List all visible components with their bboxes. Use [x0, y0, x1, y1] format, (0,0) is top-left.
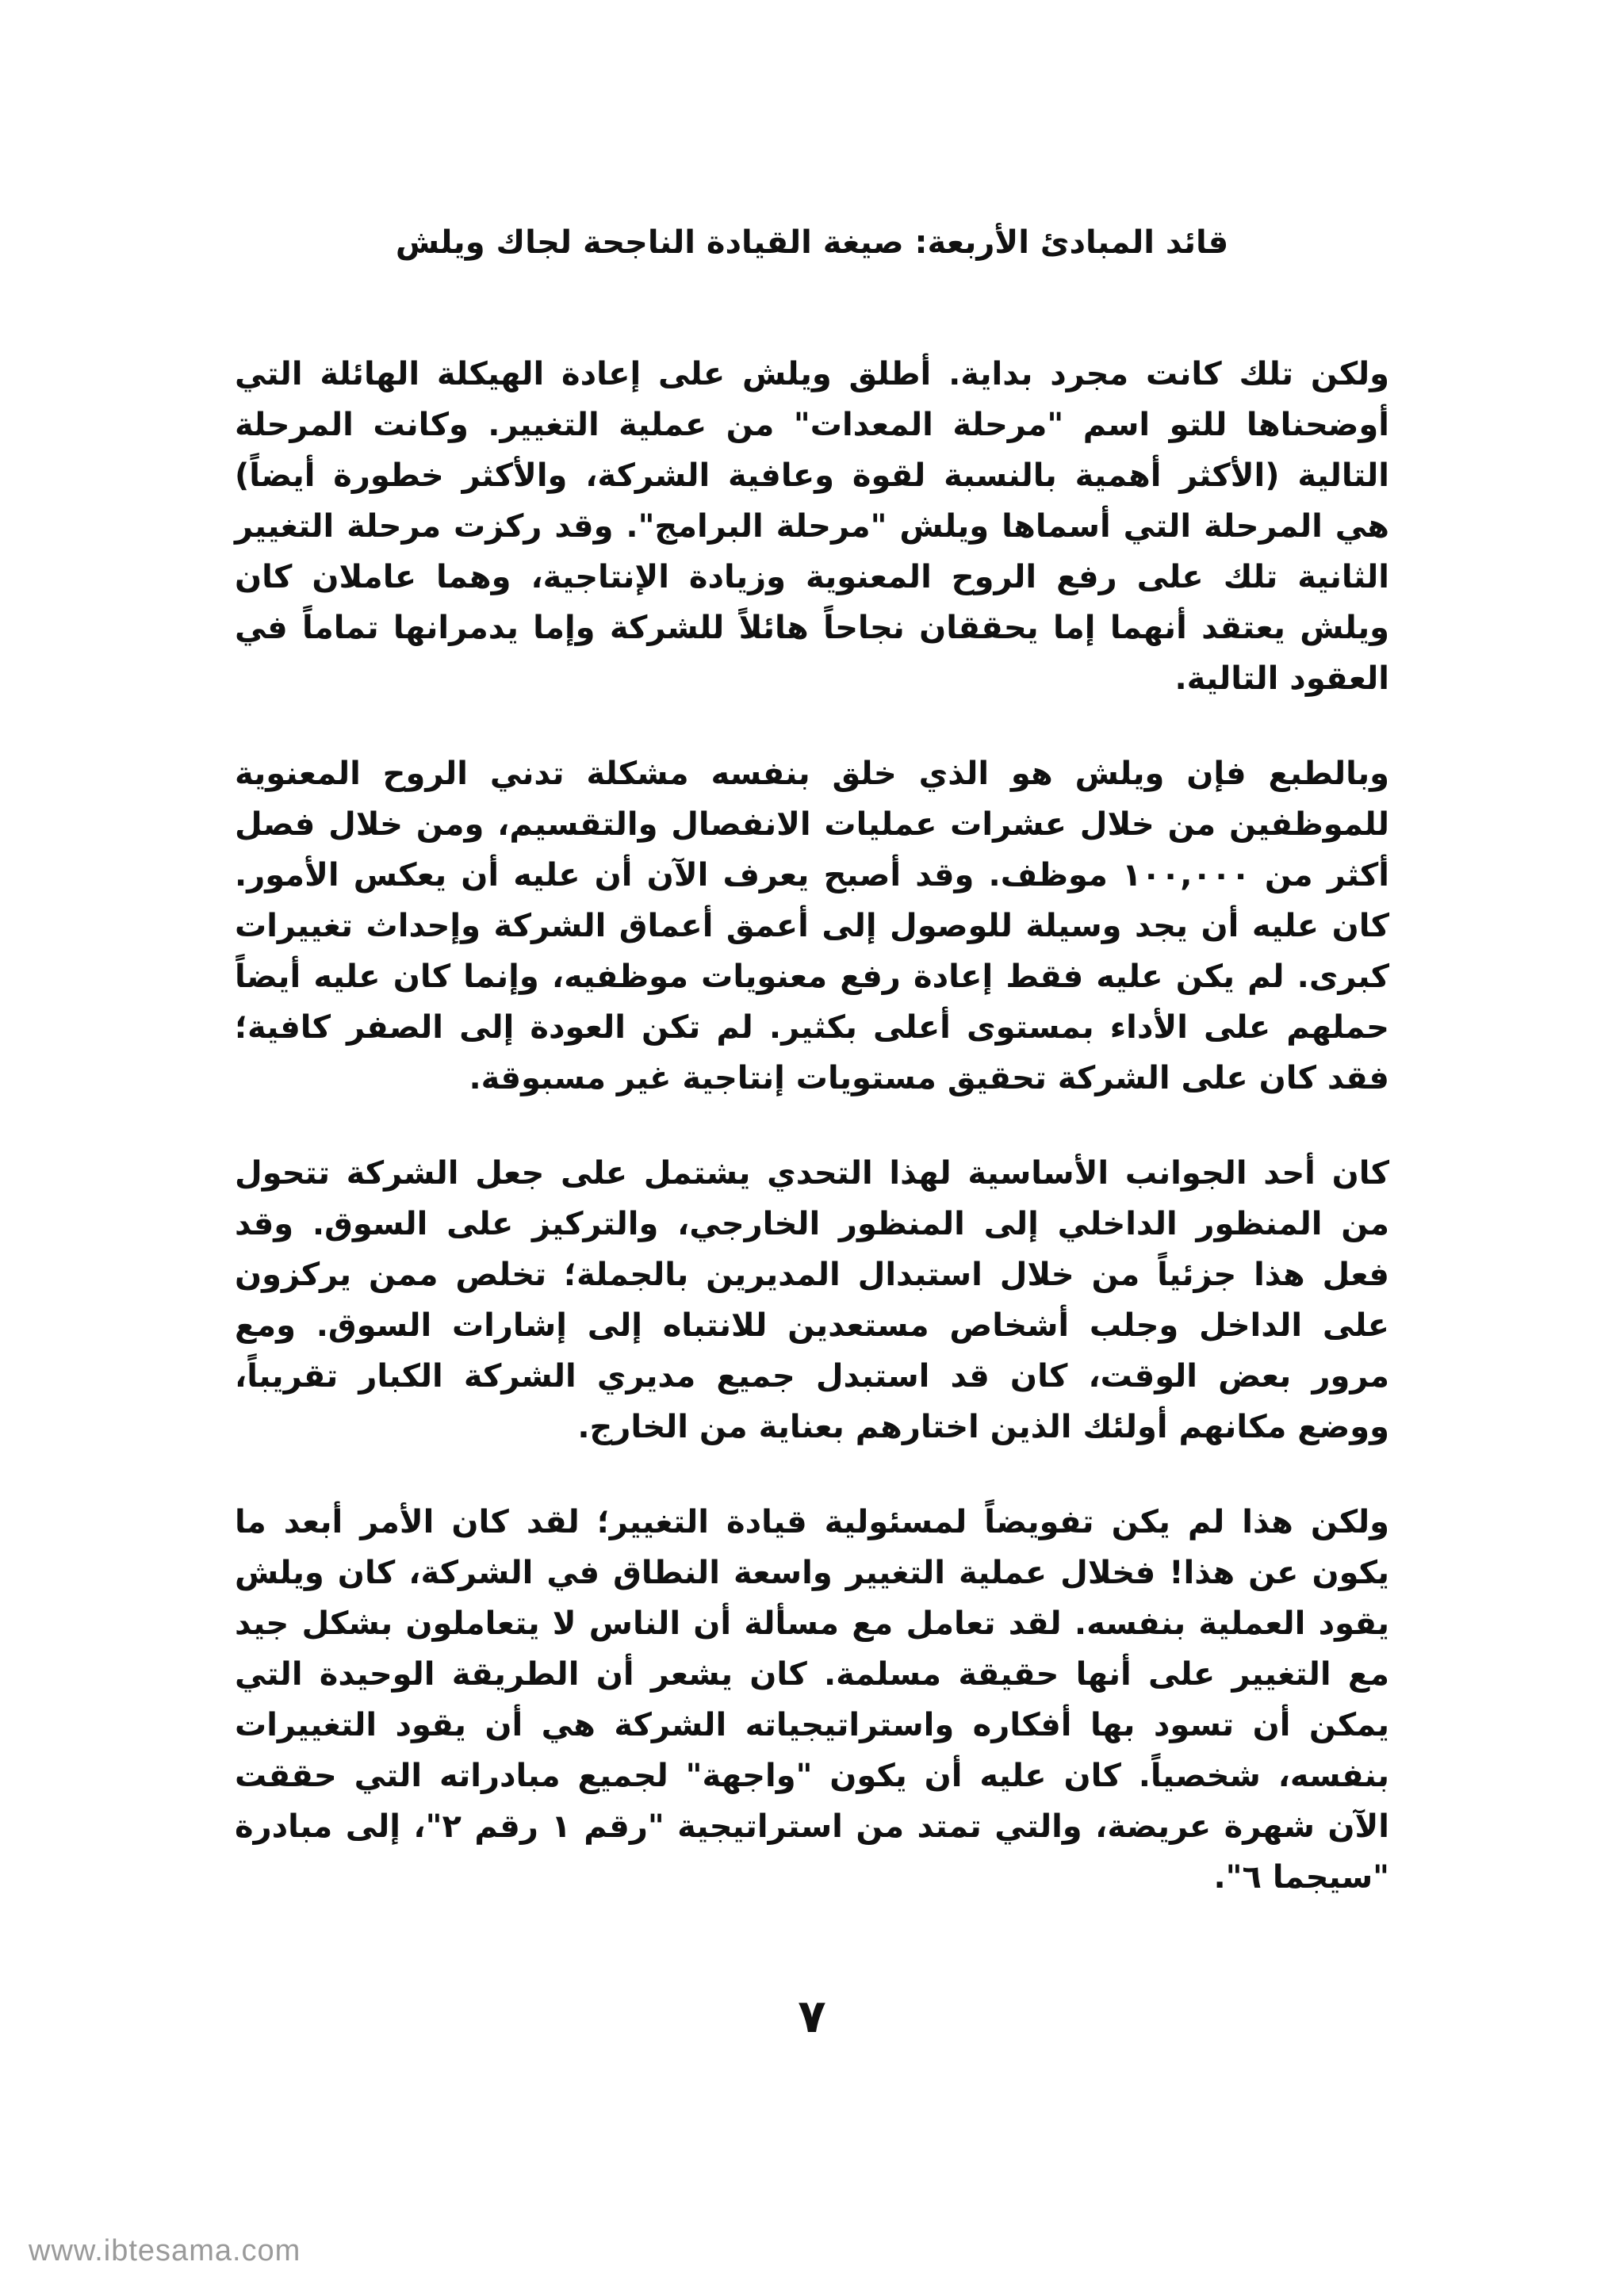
body-text: [235, 349, 1389, 1947]
running-header-title: قائد المبادئ الأربعة: صيغة القيادة الناجحة لجاك ويلش: [395, 224, 1229, 261]
page-number: ٧: [798, 1989, 826, 2043]
paragraph-4: ولكن هذا لم يكن تفويضاً لمسئولية قيادة التغيير؛ لقد كان الأمر أبعد ما يكون عن هذا! فخلال عملية التغيير واسعة النطاق في الشركة، كان ويلش يقود العملية بنفسه. لقد تعامل مع مسألة أن الناس لا يتعاملون بشكل جيد مع التغيير على أنها حقيقة مسلمة. كان يشعر أن الطريقة الوحيدة التي يمكن أن تسود بها أفكاره واستراتيجياته الشركة هي أن يقود التغييرات بنفسه، شخصياً. كان عليه أن يكون "واجهة" لجميع مبادراته التي حققت الآن شهرة عريضة، والتي تمتد من استراتيجية "رقم ١ رقم ٢"، إلى مبادرة "سيجما ٦".: [235, 1504, 1390, 1896]
paragraph-1: ولكن تلك كانت مجرد بداية. أطلق ويلش على إعادة الهيكلة الهائلة التي أوضحناها للتو اسم "مرحلة المعدات" من عملية التغيير. وكانت المرحلة التالية (الأكثر أهمية بالنسبة لقوة وعافية الشركة، والأكثر خطورة أيضاً) هي المرحلة التي أسماها ويلش "مرحلة البرامج". وقد ركزت مرحلة التغيير الثانية تلك على رفع الروح المعنوية وزيادة الإنتاجية، وهما عاملان كان ويلش يعتقد أنهما إما يحققان نجاحاً هائلاً للشركة وإما يدمرانها تماماً في العقود التالية.: [235, 356, 1389, 697]
website-watermark: www.ibtesama.com: [29, 2234, 301, 2267]
paragraph-2: وبالطبع فإن ويلش هو الذي خلق بنفسه مشكلة تدني الروح المعنوية للموظفين من خلال عشرات عمليات الانفصال والتقسيم، ومن خلال فصل أكثر من ١٠٠,٠٠٠ موظف. وقد أصبح يعرف الآن أن عليه أن يعكس الأمور. كان عليه أن يجد وسيلة للوصول إلى أعمق أعماق الشركة وإحداث تغييرات كبرى. لم يكن عليه فقط إعادة رفع معنويات موظفيه، وإنما كان عليه أيضاً حملهم على الأداء بمستوى أعلى بكثير. لم تكن العودة إلى الصفر كافية؛ فقد كان على الشركة تحقيق مستويات إنتاجية غير مسبوقة.: [235, 756, 1390, 1096]
paragraph-3: كان أحد الجوانب الأساسية لهذا التحدي يشتمل على جعل الشركة تتحول من المنظور الداخلي إلى المنظور الخارجي، والتركيز على السوق. وقد فعل هذا جزئياً من خلال استبدال المديرين بالجملة؛ تخلص ممن يركزون على الداخل وجلب أشخاص مستعدين للانتباه إلى إشارات السوق. ومع مرور بعض الوقت، كان قد استبدل جميع مديري الشركة الكبار تقريباً، ووضع مكانهم أولئك الذين اختارهم بعناية من الخارج.: [235, 1155, 1389, 1445]
